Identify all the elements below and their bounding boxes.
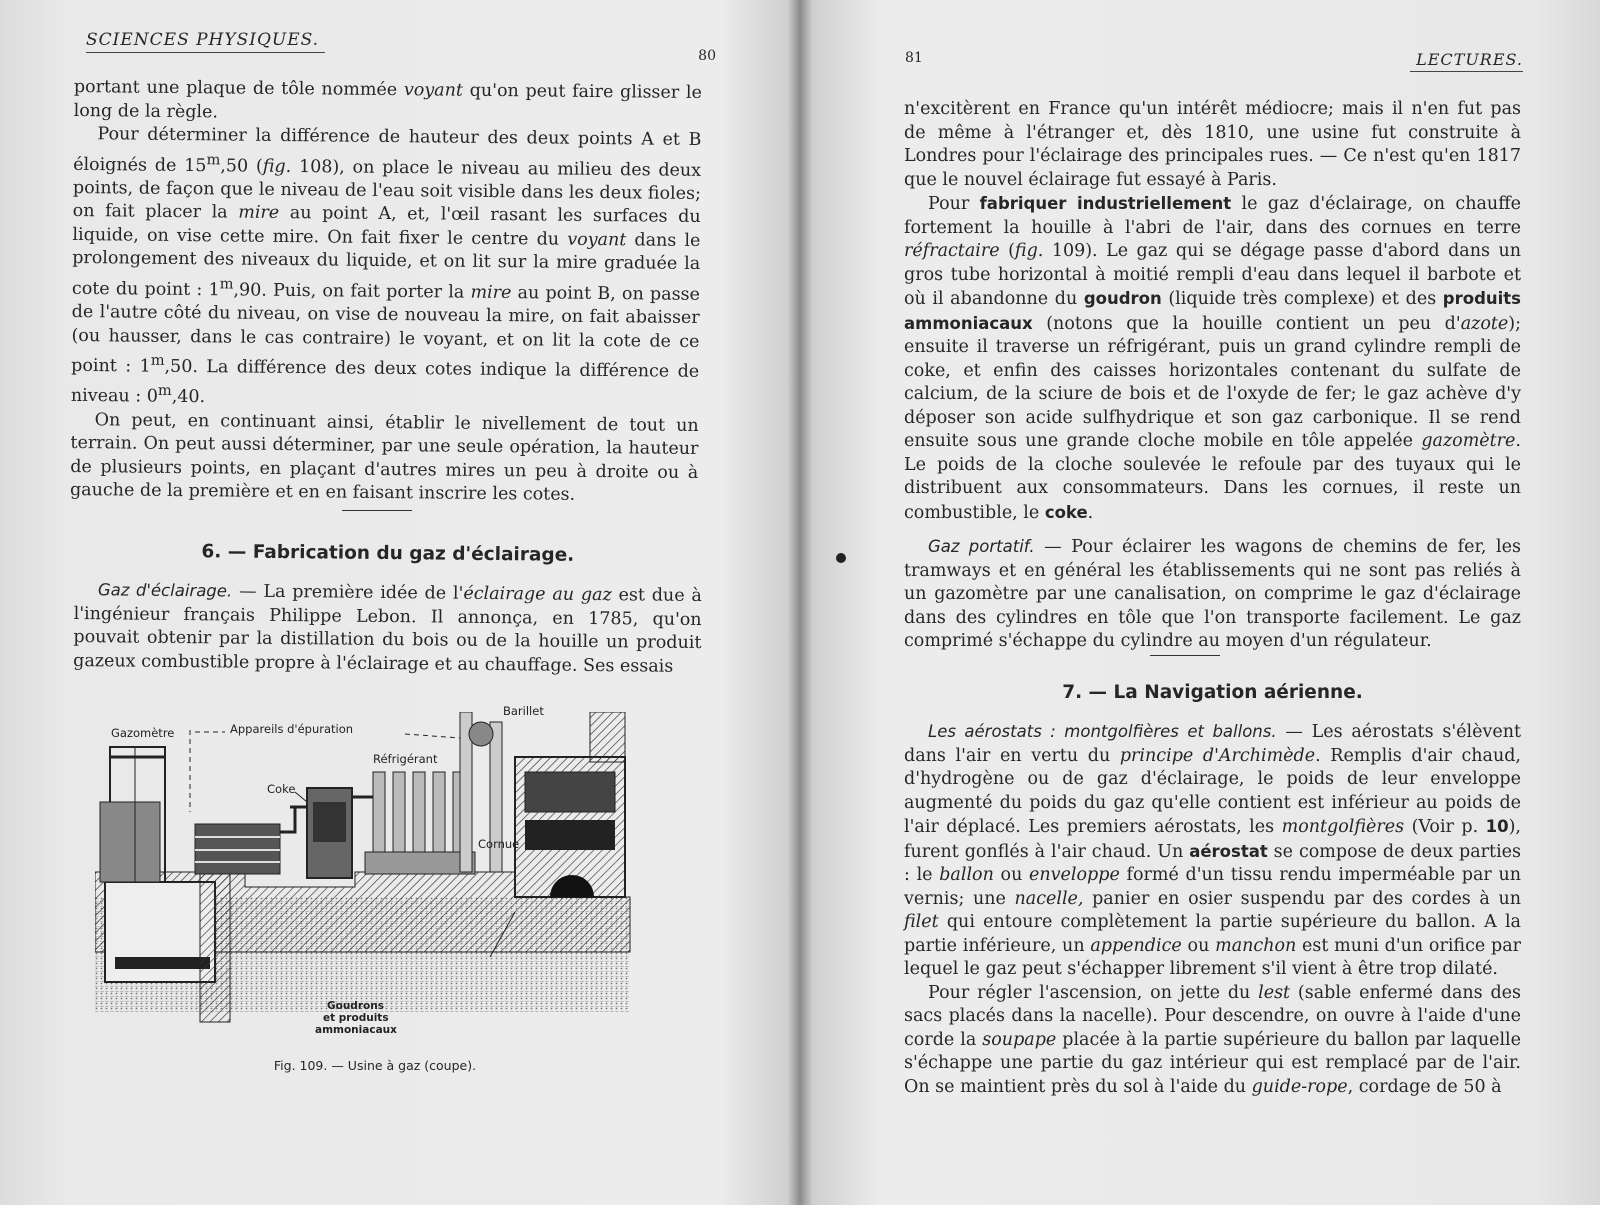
paragraph-eclairage-londres: n'excitèrent en France qu'un intérêt médiocre; mais il n'en fut pas de même à l'étranger et, dès 1810, une usine fut construite à Londres pour l'éclairage des principales rues. — Ce n'est qu'en 1817 que le nouvel éclairage fut essayé à Paris. [904,99,1521,190]
section-heading-navigation: 7. — La Navigation aérienne. [1062,682,1363,703]
paragraph-nivellement-terrain: On peut, en continuant ainsi, établir le nivellement de tout un terrain. On peut aussi déterminer, par une seule opération, la hauteur de plusieurs points, en plaçant d'autres mires un peu à droite ou à gauche de la première et en en faisant inscrire les cotes. [69,410,699,506]
left-text-block-top [70,76,702,509]
left-page [0,0,795,1205]
figure-caption: Fig. 109. — Usine à gaz (coupe). [273,1058,477,1073]
page-number-right: 81 [905,50,923,66]
label-goudrons-3: ammoniacaux [315,1024,397,1036]
section-divider-left [342,510,412,511]
section-divider-right [1150,655,1220,656]
right-page [805,0,1600,1205]
paragraph-voyant: portant une plaque de tôle nommée voyant qu'on peut faire glisser le long de la règle. [73,76,702,122]
running-head-left: SCIENCES PHYSIQUES. [86,30,325,53]
running-head-right: LECTURES. [1410,50,1523,72]
paragraph-nivellement-method: Pour déterminer la différence de hauteur des deux points A et B éloignés de 15$^m$,50 (fig. 108), on place le niveau au milieu des deux points, de façon que le niveau de l'eau soit visible dans les deux fioles; on fait placer la mire au point A, et, l'œil rasant les surfaces du liquide, on vise cette mire. On fait fixer le centre du voyant dans le prolongement des niveaux du liquide, et on lit sur la mire graduée la cote du point : 1$^m$,90. Puis, on fait porter la mire au point B, on passe de l'autre côté du niveau, on vise de nouveau la mire, on fait abaisser (ou hausser, dans le cas contraire) le voyant, et on lit la cote de ce point : 1$^m$,50. La différence des deux cotes indique la différence de niveau : 0$^m$,40. [70,124,702,408]
right-text-block-top [904,98,1521,654]
section-heading-gaz: 6. — Fabrication du gaz d'éclairage. [201,541,575,566]
label-coke: Coke [267,782,296,796]
right-page-header [905,50,1523,80]
figure-usine-a-gaz [95,704,645,1052]
label-appareils-epuration: Appareils d'épuration [230,722,354,736]
label-gazometre: Gazomètre [111,726,175,740]
label-barillet: Barillet [503,704,544,718]
paragraph-aerostats: Les aérostats : montgolfières et ballons. — Les aérostats s'élèvent dans l'air en vertu du principe d'Archimède. Remplis d'air chaud, d'hydrogène ou de gaz d'éclairage, le poids de leur enveloppe augmenté du poids du gaz qu'elle contient est inférieur au poids de l'air déplacé. Les premiers aérostats, les montgolfières (Voir p. 10), furent gonflés à l'air chaud. Un aérostat se compose de deux parties : le ballon ou enveloppe formé d'un tissu rendu imperméable par un vernis; une nacelle, panier en osier suspendu par des cordes à un filet qui entoure complètement la partie supérieure du ballon. A la partie inférieure, un appendice ou manchon est muni d'un orifice par lequel le gaz peut s'échapper librement s'il vient à être trop dilaté. [904,722,1522,979]
left-page-header [86,30,716,64]
label-refrigerant: Réfrigérant [373,752,438,766]
label-goudrons-1: Goudrons [327,1000,384,1012]
label-cornue: Cornue [478,837,520,851]
paragraph-gaz-portatif: Gaz portatif. — Pour éclairer les wagons de chemins de fer, les tramways et en général les établissements qui ne sont pas reliés à un gazomètre par une canalisation, on comprime le gaz d'éclairage dans des cylindres en tôle que l'on transporte facilement. Le gaz comprimé s'échappe du cylindre au moyen d'un régulateur. [904,537,1521,651]
paragraph-ascension: Pour régler l'ascension, on jette du lest (sable enfermé dans des sacs placés dans la nacelle). Pour descendre, on ouvre à l'aide d'une corde la soupape placée à la partie supérieure du ballon par laquelle s'échappe une partie du gaz intérieur qui est remplacé par de l'air. On se maintient près du sol à l'aide du guide-rope, cordage de 50 à [904,982,1522,1097]
paragraph-fabrication-industrielle: Pour fabriquer industriellement le gaz d'éclairage, on chauffe fortement la houille à l'abri de l'air, dans des cornues en terre réfractaire (fig. 109). Le gaz qui se dégage passe d'abord dans un gros tube horizontal à moitié rempli d'eau dans lequel il barbote et où il abandonne du goudron (liquide très complexe) et des produits ammoniacaux (notons que la houille contient un peu d'azote); ensuite il traverse un réfrigérant, puis un grand cylindre rempli de coke, et enfin des caisses horizontales contenant du sulfate de calcium, de la sciure de bois et de l'oxyde de fer; le gaz achève d'y déposer son acide sulfhydrique et son gaz carbonique. Il se rend ensuite sous une grande cloche mobile en tôle appelée gazomètre. Le poids de la cloche soulevée le refoule par des tuyaux qui le distribuent aux consommateurs. Dans les cornues, il reste un combustible, le coke. [904,194,1521,523]
label-goudrons-2: et produits [323,1012,389,1024]
left-text-block-bottom [73,578,702,679]
right-text-block-bottom [904,720,1521,1099]
page-number-left: 80 [698,48,716,64]
ink-spot [836,553,846,563]
paragraph-gaz-eclairage: Gaz d'éclairage. — La première idée de l'éclairage au gaz est due à l'ingénieur français Philippe Lebon. Il annonça, en 1785, qu'on pouvait obtenir par la distillation du bois ou de la houille un produit gazeux combustible propre à l'éclairage et au chauffage. Ses essais [73,580,702,677]
